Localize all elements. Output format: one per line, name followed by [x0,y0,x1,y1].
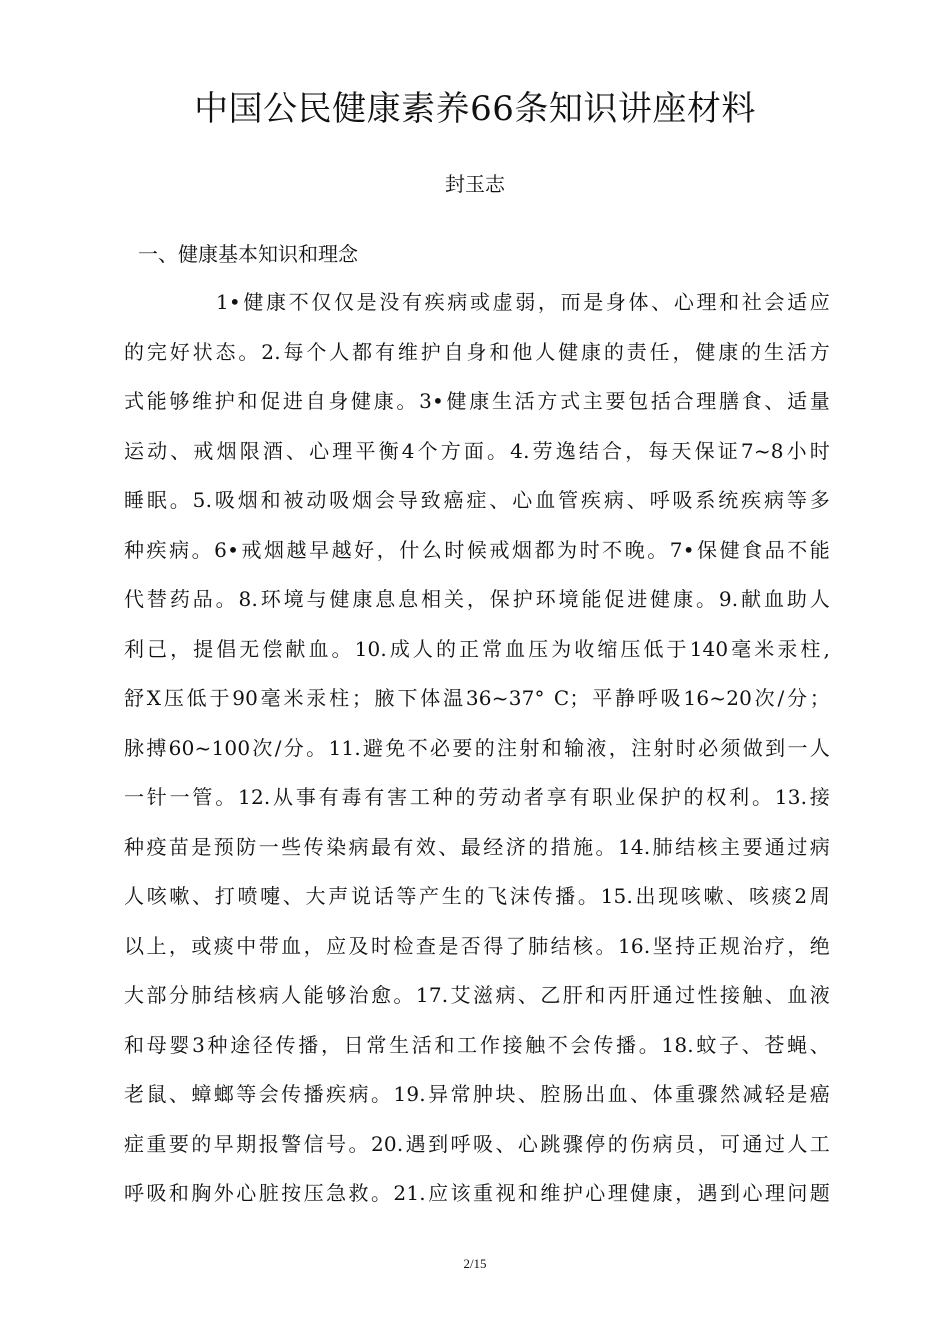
text-line: 大部分肺结核病人能够治愈。17.艾滋病、乙肝和丙肝通过性接触、血液 [124,983,830,1007]
document-author: 封玉志 [445,172,505,196]
text-line: 利己，提倡无偿献血。10.成人的正常血压为收缩压低于140毫米汞柱, [124,636,830,661]
body-paragraph [124,286,830,1227]
section-heading: 一、健康基本知识和理念 [138,242,358,266]
text-line: 舒X压低于90毫米汞柱；腋下体温36~37° C；平静呼吸16~20次/分； [124,686,830,710]
text-line: 种疫苗是预防一些传染病最有效、最经济的措施。14.肺结核主要通过病 [124,834,830,859]
text-line: 症重要的早期报警信号。20.遇到呼吸、心跳骤停的伤病员，可通过人工 [124,1131,830,1156]
text-line: 脉搏60~100次/分。11.避免不必要的注射和输液，注射时必须做到一人 [124,735,830,760]
text-line: 以上，或痰中带血，应及时检查是否得了肺结核。16.坚持正规治疗，绝 [124,933,830,958]
text-line: 一针一管。12.从事有毒有害工种的劳动者享有职业保护的权利。13.接 [124,785,830,809]
text-line: 老鼠、蟑螂等会传播疾病。19.异常肿块、腔肠出血、体重骤然减轻是癌 [124,1082,830,1106]
text-line: 和母婴3种途径传播，日常生活和工作接触不会传播。18.蚊子、苍蝇、 [124,1032,830,1057]
text-line: 种疾病。6•戒烟越早越好，什么时候戒烟都为时不晚。7•保健食品不能 [124,537,830,562]
text-line: 式能够维护和促进自身健康。3•健康生活方式主要包括合理膳食、适量 [124,389,830,413]
text-line: 睡眠。5.吸烟和被动吸烟会导致癌症、心血管疾病、呼吸系统疾病等多 [124,488,830,512]
page-number: 2/15 [463,1256,487,1271]
text-line: 人咳嗽、打喷嚏、大声说话等产生的飞沫传播。15.出现咳嗽、咳痰2周 [124,884,830,908]
text-line: 代替药品。8.环境与健康息息相关，保护环境能促进健康。9.献血助人 [124,587,830,611]
text-line: 1•健康不仅仅是没有疾病或虚弱，而是身体、心理和社会适应 [216,290,830,314]
text-line: 运动、戒烟限酒、心理平衡4个方面。4.劳逸结合，每天保证7~8小时 [124,438,830,463]
text-line: 呼吸和胸外心脏按压急救。21.应该重视和维护心理健康，遇到心理问题 [124,1181,830,1205]
document-title: 中国公民健康素养66条知识讲座材料 [194,89,756,129]
text-line: 的完好状态。2.每个人都有维护自身和他人健康的责任，健康的生活方 [124,339,830,364]
